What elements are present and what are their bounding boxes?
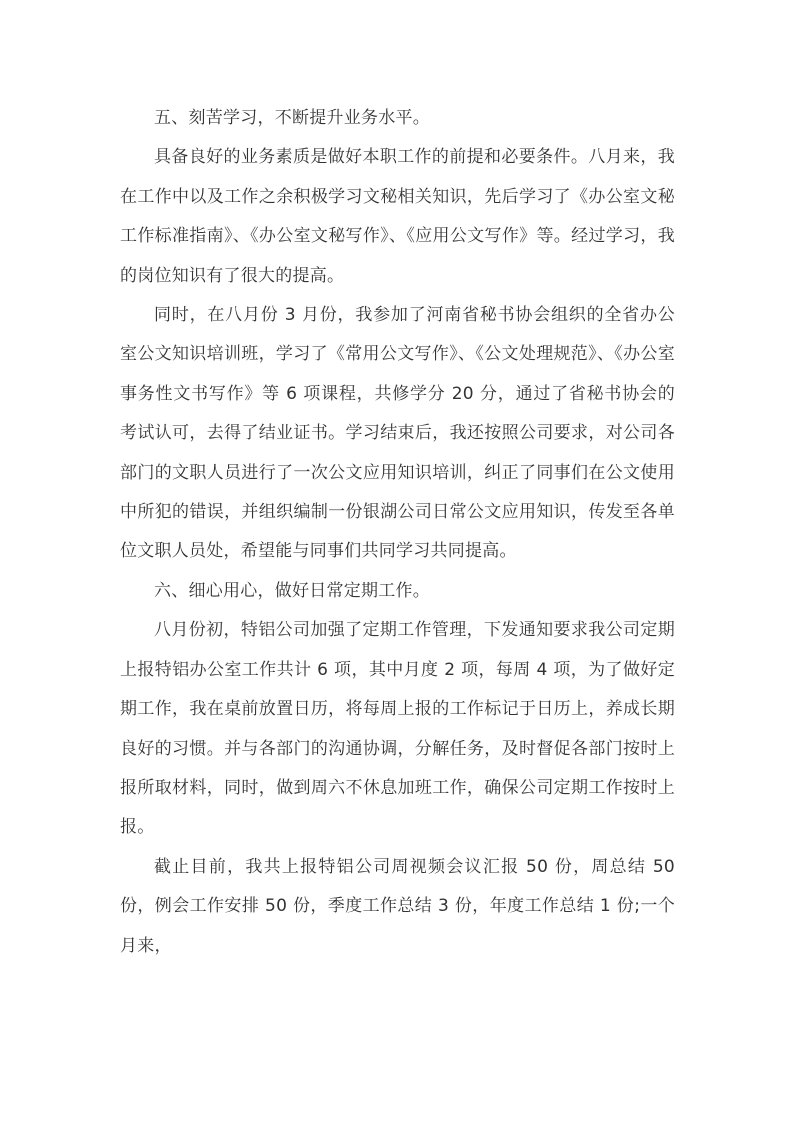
section-heading-five: 五、刻苦学习，不断提升业务水平。 xyxy=(154,108,430,128)
paragraph-periodic-work: 八月份初，特铝公司加强了定期工作管理，下发通知要求我公司定期上报特铝办公室工作共计 6 项，其中月度 2 项，每周 4 项，为了做好定期工作，我在桌前放置日历，将每周上报的工作标记于日历上，养成长期良好的习惯。并与各部门的沟通协调，分解任务，及时督促各部门按时上报所取材料，同时，做到周六不休息加班工作，确保公司定期工作按时上报。 xyxy=(120,620,675,838)
document-body xyxy=(120,99,675,966)
paragraph-business-quality: 具备良好的业务素质是做好本职工作的前提和必要条件。八月来，我在工作中以及工作之余积极学习文秘相关知识，先后学习了《办公室文秘工作标准指南》、《办公室文秘写作》、《应用公文写作》等。经过学习，我的岗位知识有了很大的提高。 xyxy=(120,147,675,286)
paragraph-training-course: 同时，在八月份 3 月份，我参加了河南省秘书协会组织的全省办公室公文知识培训班，学习了《常用公文写作》、《公文处理规范》、《办公室事务性文书写作》等 6 项课程，共修学分 20 分，通过了省秘书协会的考试认可，去得了结业证书。学习结束后，我还按照公司要求，对公司各部门的文职人员进行了一次公文应用知识培训，纠正了同事们在公文使用中所犯的错误，并组织编制一份银湖公司日常公文应用知识，传发至各单位文职人员处，希望能与同事们共同学习共同提高。 xyxy=(120,305,675,562)
paragraph-reports-summary: 截止目前，我共上报特铝公司周视频会议汇报 50 份，周总结 50 份，例会工作安排 50 份，季度工作总结 3 份，年度工作总结 1 份;一个月来， xyxy=(120,856,675,956)
section-heading-six: 六、细心用心，做好日常定期工作。 xyxy=(154,580,430,601)
